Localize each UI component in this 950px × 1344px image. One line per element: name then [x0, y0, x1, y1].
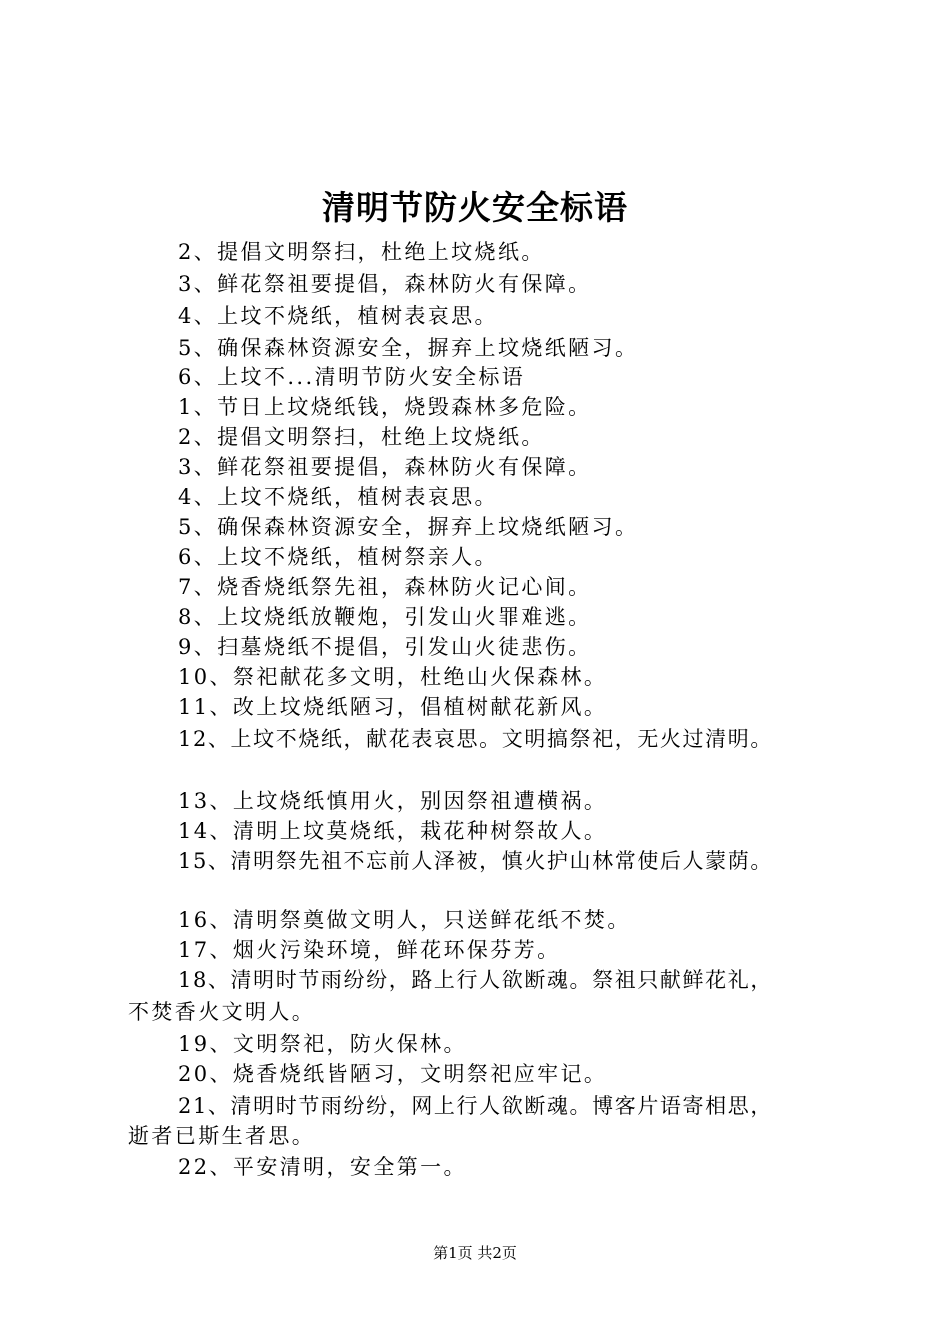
slogan-line: 8、上坟烧纸放鞭炮，引发山火罪难逃。 [178, 605, 592, 629]
slogan-line: 17、烟火污染环境，鲜花环保芬芳。 [178, 938, 561, 962]
slogan-line: 不焚香火文明人。 [128, 1000, 316, 1024]
slogan-line: 16、清明祭奠做文明人，只送鲜花纸不焚。 [178, 908, 631, 932]
slogan-line: 6、上坟不...清明节防火安全标语 [178, 365, 526, 389]
slogan-line: 5、确保森林资源安全，摒弃上坟烧纸陋习。 [178, 515, 639, 539]
slogan-line: 11、改上坟烧纸陋习，倡植树献花新风。 [178, 695, 608, 719]
slogan-line: 逝者已斯生者思。 [128, 1124, 316, 1148]
slogan-line: 13、上坟烧纸慎用火，别因祭祖遭横祸。 [178, 789, 608, 813]
slogan-line: 6、上坟不烧纸，植树祭亲人。 [178, 545, 498, 569]
slogan-line: 3、鲜花祭祖要提倡，森林防火有保障。 [178, 455, 592, 479]
slogan-line: 22、平安清明，安全第一。 [178, 1155, 467, 1179]
slogan-line: 4、上坟不烧纸，植树表哀思。 [178, 304, 498, 328]
slogan-line: 20、烧香烧纸皆陋习，文明祭祀应牢记。 [178, 1062, 608, 1086]
slogan-line: 10、祭祀献花多文明，杜绝山火保森林。 [178, 665, 608, 689]
page-footer: 第1页 共2页 [433, 1244, 517, 1262]
slogan-line: 1、节日上坟烧纸钱，烧毁森林多危险。 [178, 395, 592, 419]
slogan-line: 14、清明上坟莫烧纸，栽花种树祭故人。 [178, 819, 608, 843]
slogan-line: 21、清明时节雨纷纷，网上行人欲断魂。博客片语寄相思， [178, 1094, 773, 1118]
page-title: 清明节防火安全标语 [322, 188, 628, 227]
slogan-line: 5、确保森林资源安全，摒弃上坟烧纸陋习。 [178, 336, 639, 360]
slogan-line: 12、上坟不烧纸，献花表哀思。文明搞祭祀，无火过清明。 [178, 727, 773, 751]
slogan-line: 7、烧香烧纸祭先祖，森林防火记心间。 [178, 575, 592, 599]
slogan-line: 4、上坟不烧纸，植树表哀思。 [178, 485, 498, 509]
slogan-line: 3、鲜花祭祖要提倡，森林防火有保障。 [178, 272, 592, 296]
slogan-line: 2、提倡文明祭扫，杜绝上坟烧纸。 [178, 425, 545, 449]
slogan-line: 9、扫墓烧纸不提倡，引发山火徒悲伤。 [178, 635, 592, 659]
slogan-line: 2、提倡文明祭扫，杜绝上坟烧纸。 [178, 240, 545, 264]
slogan-line: 15、清明祭先祖不忘前人泽被，慎火护山林常使后人蒙荫。 [178, 849, 773, 873]
slogan-line: 18、清明时节雨纷纷，路上行人欲断魂。祭祖只献鲜花礼， [178, 968, 773, 992]
slogan-line: 19、文明祭祀，防火保林。 [178, 1032, 467, 1056]
